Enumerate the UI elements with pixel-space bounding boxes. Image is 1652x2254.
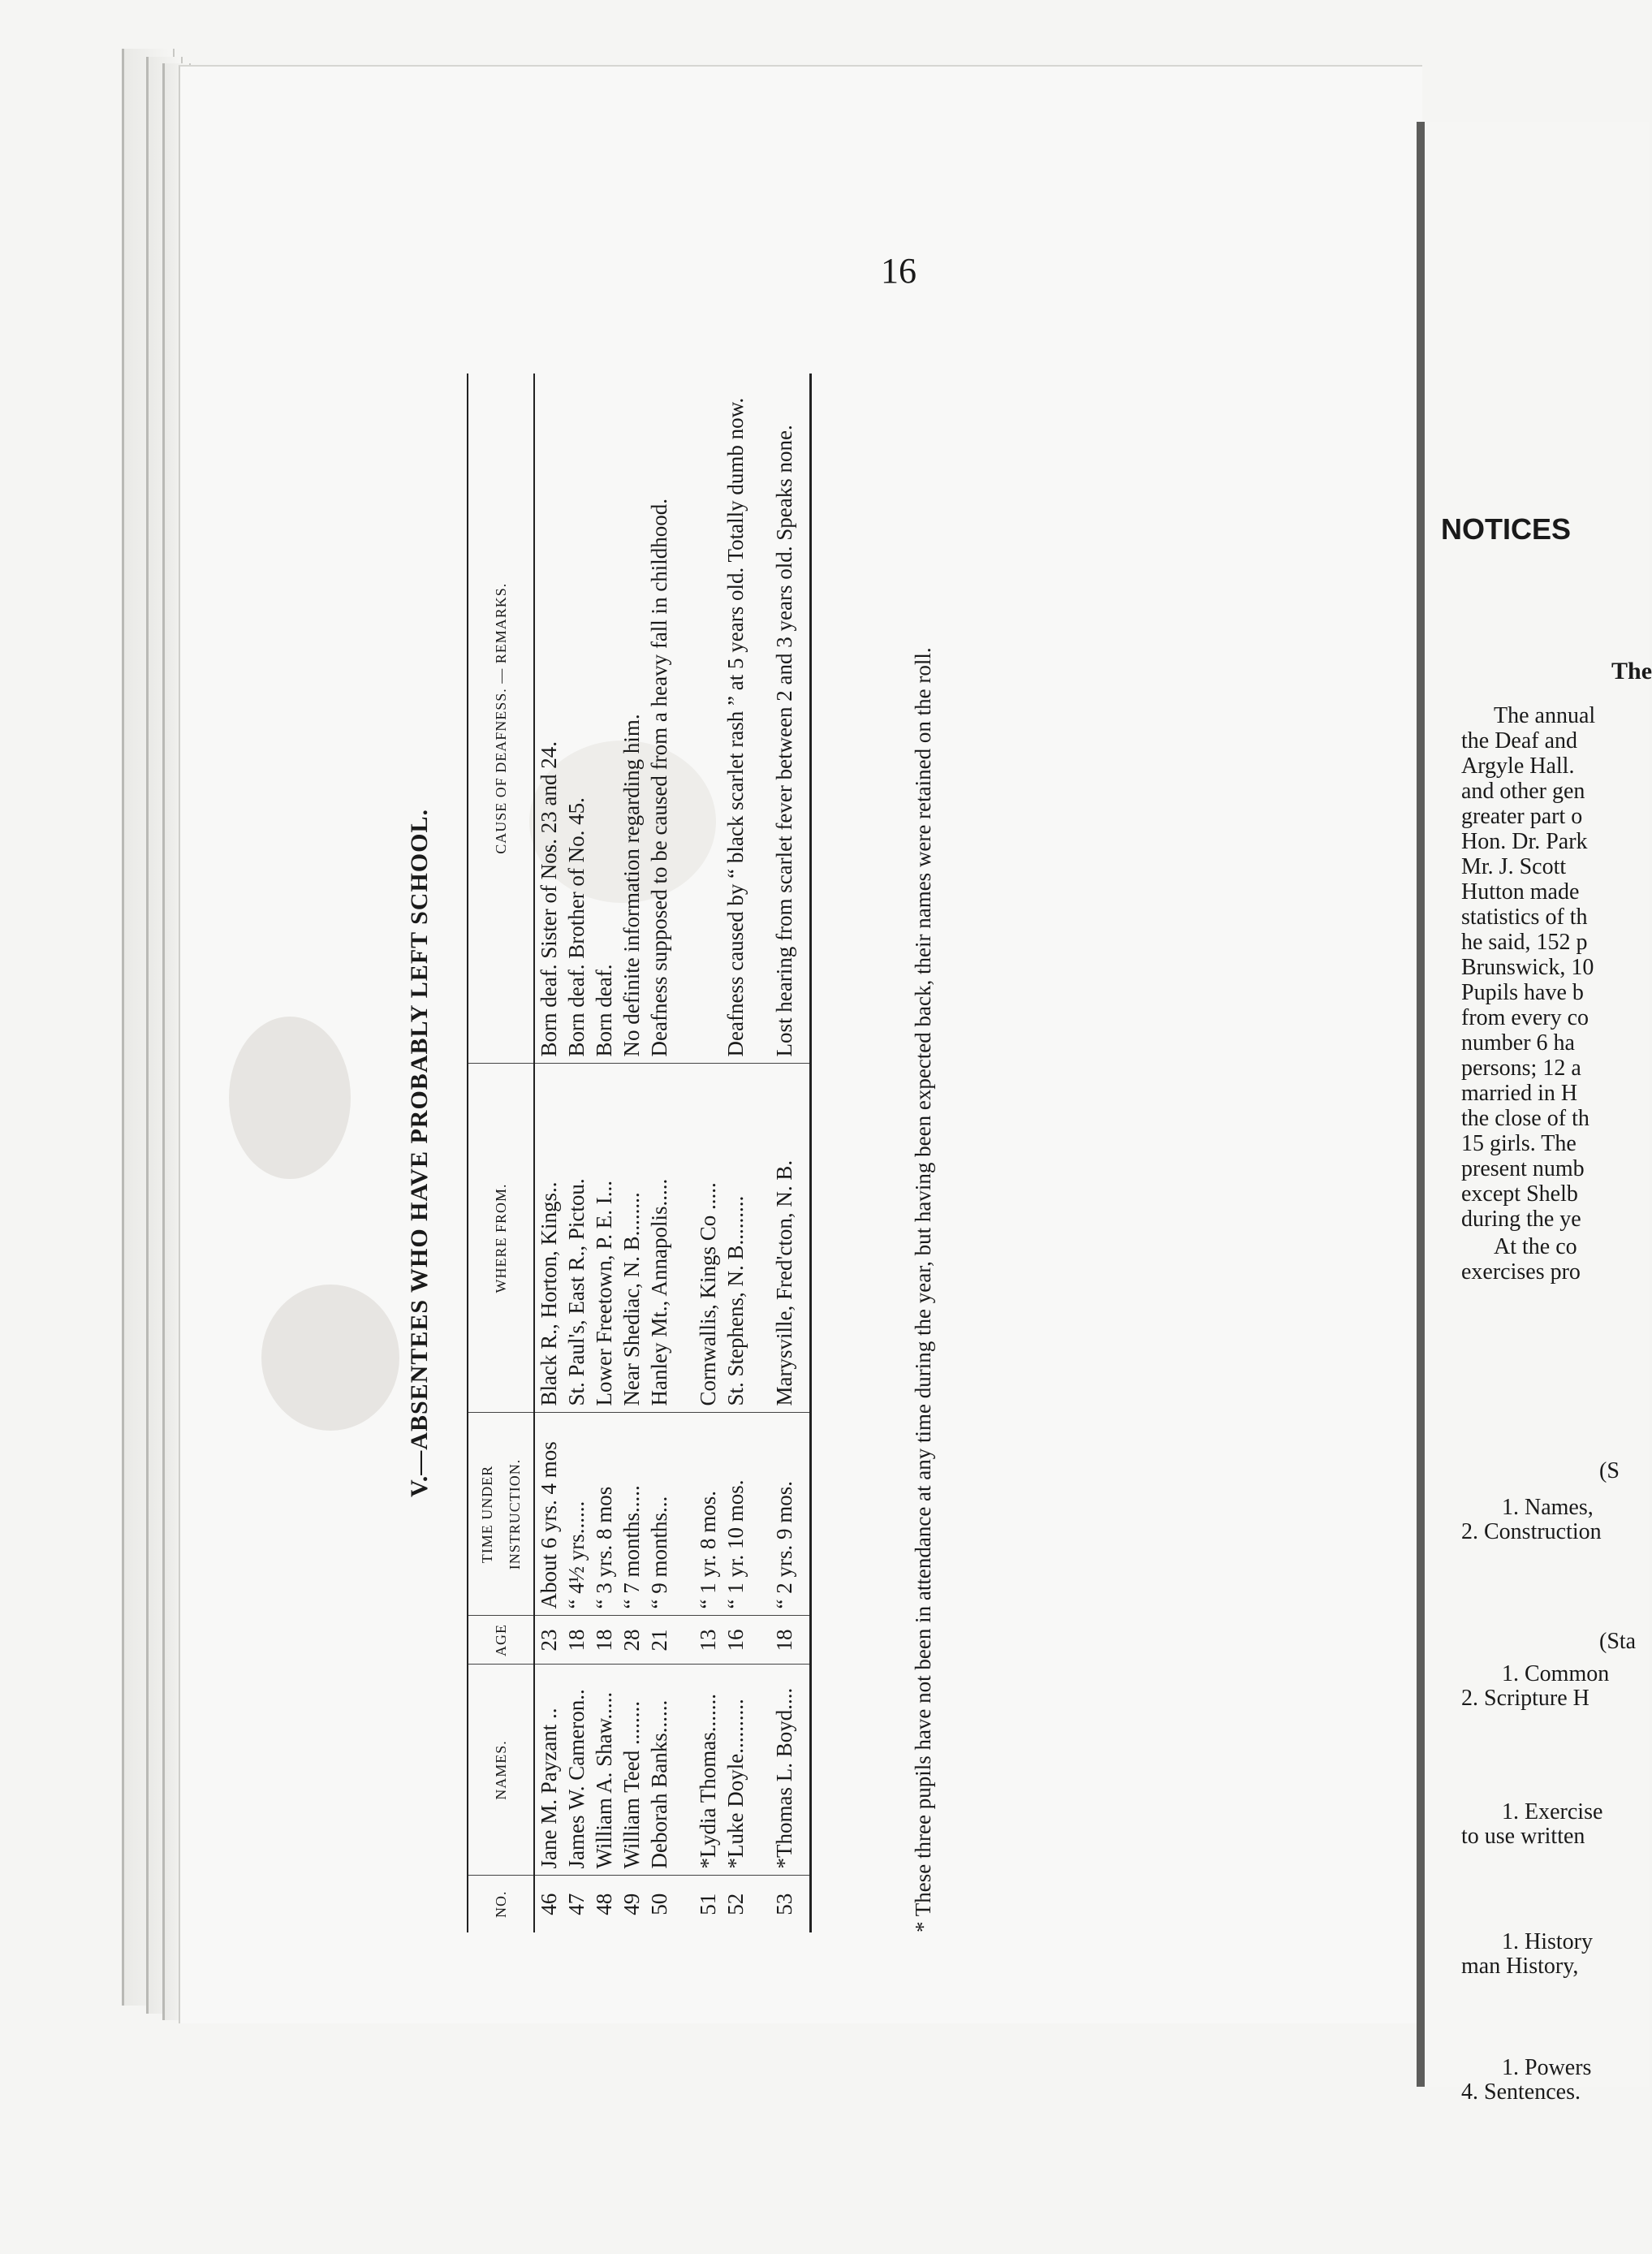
row-no: 51 <box>696 1893 720 1915</box>
row-where: Hanley Mt., Annapolis..... <box>645 1064 694 1413</box>
right-page-line: greater part o <box>1461 804 1583 829</box>
header-cause: CAUSE OF DEAFNESS. — REMARKS. <box>468 374 534 1064</box>
row-where: Marysville, Fred'cton, N. B. <box>770 1064 811 1413</box>
right-page-line: 15 girls. The <box>1461 1131 1577 1156</box>
row-no: 46 <box>537 1893 561 1915</box>
table-row <box>645 374 694 1932</box>
right-page-line: Argyle Hall. <box>1461 753 1575 779</box>
right-page-line: (Sta <box>1599 1629 1637 1654</box>
table-title: V.—ABSENTEES WHO HAVE PROBABLY LEFT SCHOOL. <box>406 809 433 1497</box>
page-number: 16 <box>881 251 917 291</box>
table-row <box>618 374 645 1932</box>
right-page-line: 1. Powers <box>1502 2055 1592 2080</box>
right-page-line: statistics of th <box>1461 905 1588 930</box>
row-where: St. Stephens, N. B......... <box>722 1064 770 1413</box>
right-page-line: Hutton made <box>1461 879 1580 905</box>
row-age: 18 <box>563 1616 590 1665</box>
row-cause: Deafness supposed to be caused from a heavy fall in childhood. <box>645 374 694 1064</box>
table-row <box>694 374 722 1932</box>
row-age: 16 <box>722 1616 770 1665</box>
right-page-line: Pupils have b <box>1461 980 1584 1005</box>
right-page-line: except Shelb <box>1461 1181 1578 1207</box>
row-cause: Lost hearing from scarlet fever between 2 and 3 years old. Speaks none. <box>770 374 811 1064</box>
row-name: William A. Shaw..... <box>590 1665 618 1876</box>
row-time: “ 3 yrs. 8 mos <box>590 1413 618 1616</box>
header-time: TIME UNDER INSTRUCTION. <box>468 1413 534 1616</box>
right-page-line: 4. Sentences. <box>1461 2079 1581 2105</box>
table-row <box>563 374 590 1932</box>
right-page-line: 1. Exercise <box>1502 1799 1603 1824</box>
row-age: 18 <box>770 1616 811 1665</box>
row-cause: Deafness caused by “ black scarlet rash ” at 5 years old. Totally dumb now. <box>722 374 770 1064</box>
table-row <box>722 374 770 1932</box>
row-no: 50 <box>647 1893 671 1915</box>
right-page-line: married in H <box>1461 1081 1578 1106</box>
right-page-line: Hon. Dr. Park <box>1461 829 1588 854</box>
right-page-line: Brunswick, 10 <box>1461 955 1594 980</box>
row-age: 18 <box>590 1616 618 1665</box>
table-row <box>534 374 563 1932</box>
right-page-line: during the ye <box>1461 1207 1581 1232</box>
row-time: “ 1 yr. 8 mos. <box>694 1413 722 1616</box>
right-page <box>1425 122 1652 2105</box>
row-time: “ 1 yr. 10 mos. <box>722 1413 770 1616</box>
book-gutter <box>1417 122 1425 2087</box>
row-name: *Lydia Thomas....... <box>694 1665 722 1876</box>
right-page-line: man History, <box>1461 1954 1579 1979</box>
row-time: “ 7 months..... <box>618 1413 645 1616</box>
right-page-line: and other gen <box>1461 779 1585 804</box>
right-page-subheading: The <box>1611 658 1652 684</box>
right-page-line: Mr. J. Scott <box>1461 854 1567 879</box>
right-page-line: 1. Names, <box>1502 1495 1594 1520</box>
right-page-line: present numb <box>1461 1156 1585 1181</box>
right-page-line: to use written <box>1461 1824 1585 1849</box>
row-no: 47 <box>564 1893 589 1915</box>
row-cause: Born deaf. <box>590 374 618 1064</box>
row-no: 49 <box>619 1893 644 1915</box>
table-row <box>590 374 618 1932</box>
stain <box>229 1017 351 1179</box>
row-age: 23 <box>534 1616 563 1665</box>
absentees-table <box>467 374 812 1932</box>
row-age: 28 <box>618 1616 645 1665</box>
header-where: WHERE FROM. <box>468 1064 534 1413</box>
row-time: About 6 yrs. 4 mos <box>534 1413 563 1616</box>
right-page-line: persons; 12 a <box>1461 1056 1581 1081</box>
right-page-line: 2. Construction <box>1461 1519 1602 1544</box>
right-page-line: 1. History <box>1502 1929 1593 1954</box>
row-name: Deborah Banks...... <box>645 1665 694 1876</box>
right-page-line: 2. Scripture H <box>1461 1686 1589 1711</box>
row-cause: Born deaf. Sister of Nos. 23 and 24. <box>534 374 563 1064</box>
row-name: *Luke Doyle.......... <box>722 1665 770 1876</box>
row-cause: No definite information regarding him. <box>618 374 645 1064</box>
right-page-heading: NOTICES <box>1441 512 1572 546</box>
right-page-line: from every co <box>1461 1005 1589 1030</box>
table-header-row <box>468 374 534 1932</box>
right-page-line: (S <box>1599 1458 1620 1483</box>
right-page-line: number 6 ha <box>1461 1030 1575 1056</box>
row-name: Jane M. Payzant .. <box>534 1665 563 1876</box>
row-where: St. Paul's, East R., Pictou. <box>563 1064 590 1413</box>
table-footnote: * These three pupils have not been in attendance at any time during the year, but having been expected back, their names were retained on the roll. <box>911 647 935 1932</box>
header-names: NAMES. <box>468 1665 534 1876</box>
header-age: AGE <box>468 1616 534 1665</box>
header-no: NO. <box>468 1876 534 1932</box>
right-page-line: the Deaf and <box>1461 728 1578 753</box>
row-cause: Born deaf. Brother of No. 45. <box>563 374 590 1064</box>
rotated-table-region <box>406 374 958 1932</box>
row-name: William Teed ........ <box>618 1665 645 1876</box>
right-page-line: 1. Common <box>1502 1661 1610 1686</box>
right-page-line: the close of th <box>1461 1106 1589 1131</box>
table-row <box>770 374 811 1932</box>
row-no: 53 <box>770 1876 811 1932</box>
right-page-line: he said, 152 p <box>1461 930 1588 955</box>
row-no: 48 <box>592 1893 616 1915</box>
row-where: Near Shediac, N. B........ <box>618 1064 645 1413</box>
row-name: James W. Cameron.. <box>563 1665 590 1876</box>
row-time: “ 4½ yrs...... <box>563 1413 590 1616</box>
row-time: “ 2 yrs. 9 mos. <box>770 1413 811 1616</box>
row-where: Cornwallis, Kings Co ..... <box>694 1064 722 1413</box>
row-name: *Thomas L. Boyd.... <box>770 1665 811 1876</box>
row-where: Lower Freetown, P. E. I... <box>590 1064 618 1413</box>
right-page-line: exercises pro <box>1461 1259 1581 1285</box>
right-page-line: The annual <box>1494 703 1596 728</box>
row-age: 21 <box>645 1616 694 1665</box>
row-age: 13 <box>694 1616 722 1665</box>
row-no: 52 <box>723 1893 748 1915</box>
row-cause <box>694 374 722 1064</box>
row-time: “ 9 months... <box>645 1413 694 1616</box>
row-where: Black R., Horton, Kings.. <box>534 1064 563 1413</box>
right-page-line: At the co <box>1494 1234 1577 1259</box>
stain <box>261 1285 399 1431</box>
